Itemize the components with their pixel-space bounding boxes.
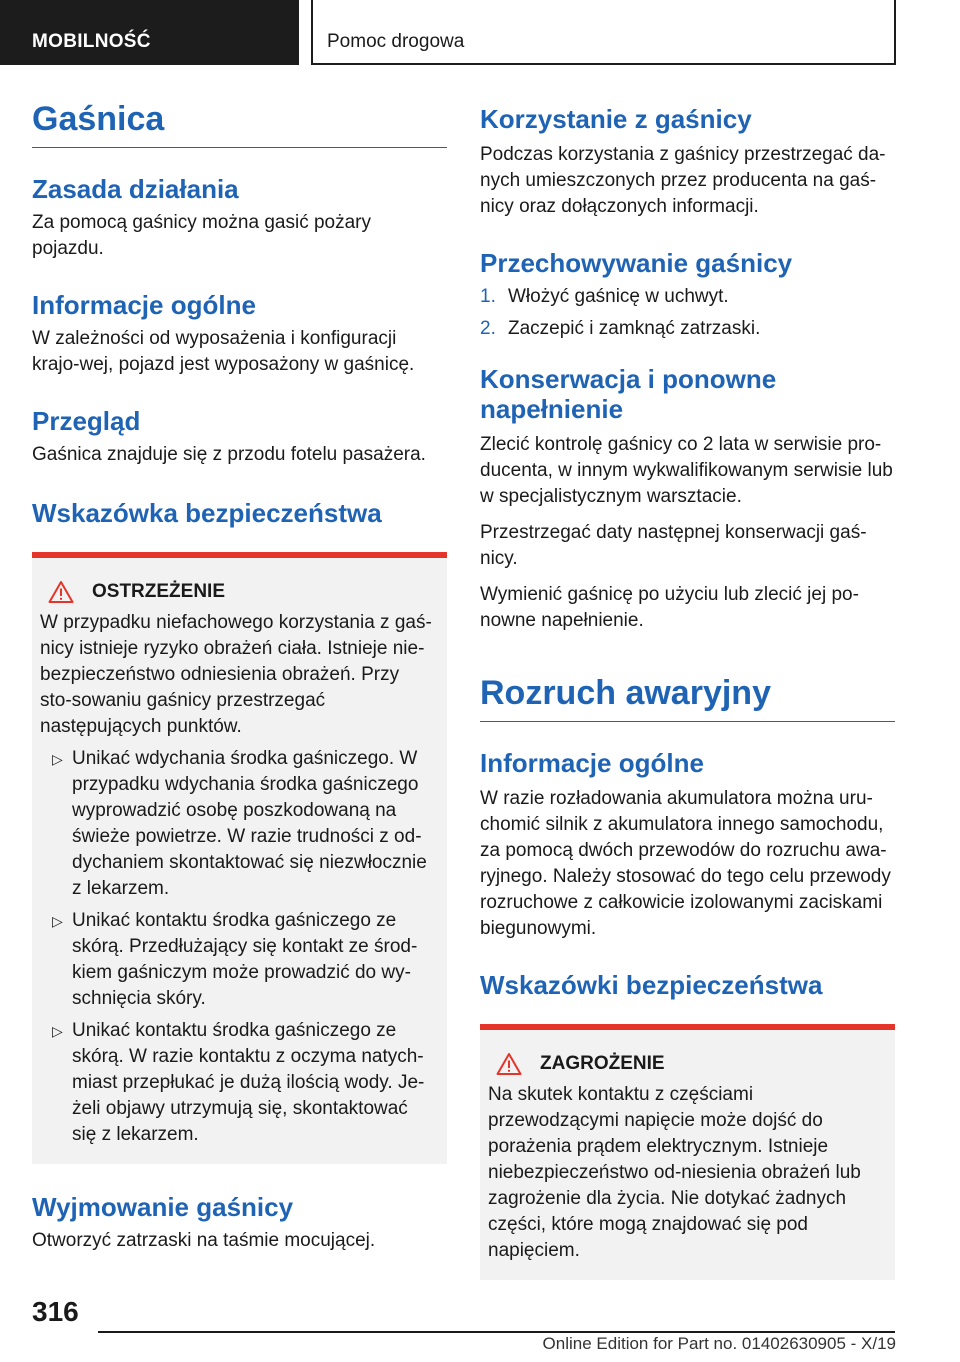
section-text-overview: Gaśnica znajduje się z przodu fotelu pasażera. — [32, 444, 426, 465]
section-text-maintenance-3: Wymienić gaśnicę po użyciu lub zlecić jej po-nowne napełnienie. — [480, 584, 859, 631]
list-item — [40, 746, 433, 902]
section-text-general: W zależności od wyposażenia i konfiguracji krajo-wej, pojazd jest wyposażony w gaśnicę. — [32, 328, 415, 375]
section-heading-principle: Zasada działania — [32, 174, 239, 204]
section-heading-maintenance: Konserwacja i ponowne napełnienie — [480, 364, 777, 424]
warning-triangle-icon — [496, 1052, 522, 1076]
section-text-maintenance-1: Zlecić kontrolę gaśnicy co 2 lata w serwisie pro-ducenta, w innym wykwalifikowanym serwisie lub w specjalistycznym warsztacie. — [480, 434, 893, 507]
list-item — [480, 316, 895, 342]
triangle-right-icon: ▷ — [52, 913, 63, 929]
bullet-text: Unikać kontaktu środka gaśniczego ze skórą. W razie kontaktu z oczyma natych-miast przepłukać je dużą ilością wody. Je-żeli objawy utrzymują się, skontaktować się z lekarzem. — [72, 1020, 425, 1145]
warning-header — [40, 580, 433, 604]
section-heading-jumpstart-general: Informacje ogólne — [480, 748, 704, 778]
danger-header — [488, 1052, 881, 1076]
step-number: 2. — [480, 318, 496, 339]
section-heading-removal: Wyjmowanie gaśnicy — [32, 1192, 294, 1222]
danger-label: ZAGROŻENIE — [540, 1053, 665, 1074]
step-number: 1. — [480, 286, 496, 307]
chapter-title: Rozruch awaryjny — [480, 674, 895, 722]
warning-box — [32, 552, 447, 1164]
section-heading-general: Informacje ogólne — [32, 290, 256, 320]
bullet-text: Unikać wdychania środka gaśniczego. W przypadku wdychania środka gaśniczego wyprowadzić osobę poszkodowaną na świeże powietrze. W razie trudności z od-dychaniem skontaktować się niezwłocznie z lekarzem. — [72, 748, 427, 899]
page-title: Gaśnica — [32, 100, 447, 148]
section-heading-storage: Przechowywanie gaśnicy — [480, 248, 793, 278]
section-text-jumpstart-general: W razie rozładowania akumulatora można uru-chomić silnik z akumulatora innego samochodu, za pomocą dwóch przewodów do rozruchu awa-ryjnego. Należy stosować do tego celu przewody rozruchowe z całkowicie izolowanymi zaciskami biegunowymi. — [480, 788, 891, 939]
section-text-removal: Otworzyć zatrzaski na taśmie mocującej. — [32, 1230, 376, 1251]
footer-edition: Online Edition for Part no. 01402630905 - X/19 — [542, 1334, 896, 1353]
step-text: Zaczepić i zamknąć zatrzaski. — [508, 318, 761, 339]
bullet-text: Unikać kontaktu środka gaśniczego ze skórą. Przedłużający się kontakt ze środ-kiem gaśniczym może prowadzić do wy-schnięcia skóry. — [72, 910, 418, 1009]
triangle-right-icon: ▷ — [52, 1023, 63, 1039]
header-section-tab: MOBILNOŚĆ — [0, 0, 299, 65]
right-column — [480, 100, 895, 1280]
danger-box — [480, 1024, 895, 1280]
header-topic-tab: Pomoc drogowa — [311, 0, 896, 65]
section-heading-usage: Korzystanie z gaśnicy — [480, 104, 752, 134]
section-text-usage: Podczas korzystania z gaśnicy przestrzegać da-nych umieszczonych przez producenta na gaś-nicy oraz dołączonych informacji. — [480, 144, 886, 217]
danger-text: Na skutek kontaktu z częściami przewodzącymi napięcie może dojść do porażenia prądem elektrycznym. Istnieje niebezpieczeństwo od-niesienia obrażeń lub zagrożenie dla życia. Nie dotykać żadnych części, które mogą znajdować się pod napięciem. — [488, 1084, 861, 1261]
list-item — [480, 284, 895, 310]
storage-steps — [480, 284, 895, 342]
left-column — [32, 100, 447, 1254]
section-heading-overview: Przegląd — [32, 406, 141, 436]
triangle-right-icon: ▷ — [52, 751, 63, 767]
section-heading-safety-notes: Wskazówki bezpieczeństwa — [480, 970, 823, 1000]
warning-text: W przypadku niefachowego korzystania z gaś-nicy istnieje ryzyko obrażeń ciała. Istnieje nie-bezpieczeństwo odniesienia obrażeń. Przy sto-sowaniu gaśnicy przestrzegać następujących punktów. — [40, 612, 432, 737]
warning-bullets — [40, 746, 433, 1148]
page-number: 316 — [32, 1296, 79, 1327]
warning-triangle-icon — [48, 580, 74, 604]
list-item — [40, 908, 433, 1012]
step-text: Włożyć gaśnicę w uchwyt. — [508, 286, 729, 307]
section-text-maintenance-2: Przestrzegać daty następnej konserwacji gaś-nicy. — [480, 522, 867, 569]
section-text-principle: Za pomocą gaśnicy można gasić pożary pojazdu. — [32, 212, 371, 259]
footer-divider — [98, 1331, 895, 1333]
section-heading-safety: Wskazówka bezpieczeństwa — [32, 498, 382, 528]
list-item — [40, 1018, 433, 1148]
warning-label: OSTRZEŻENIE — [92, 581, 226, 602]
